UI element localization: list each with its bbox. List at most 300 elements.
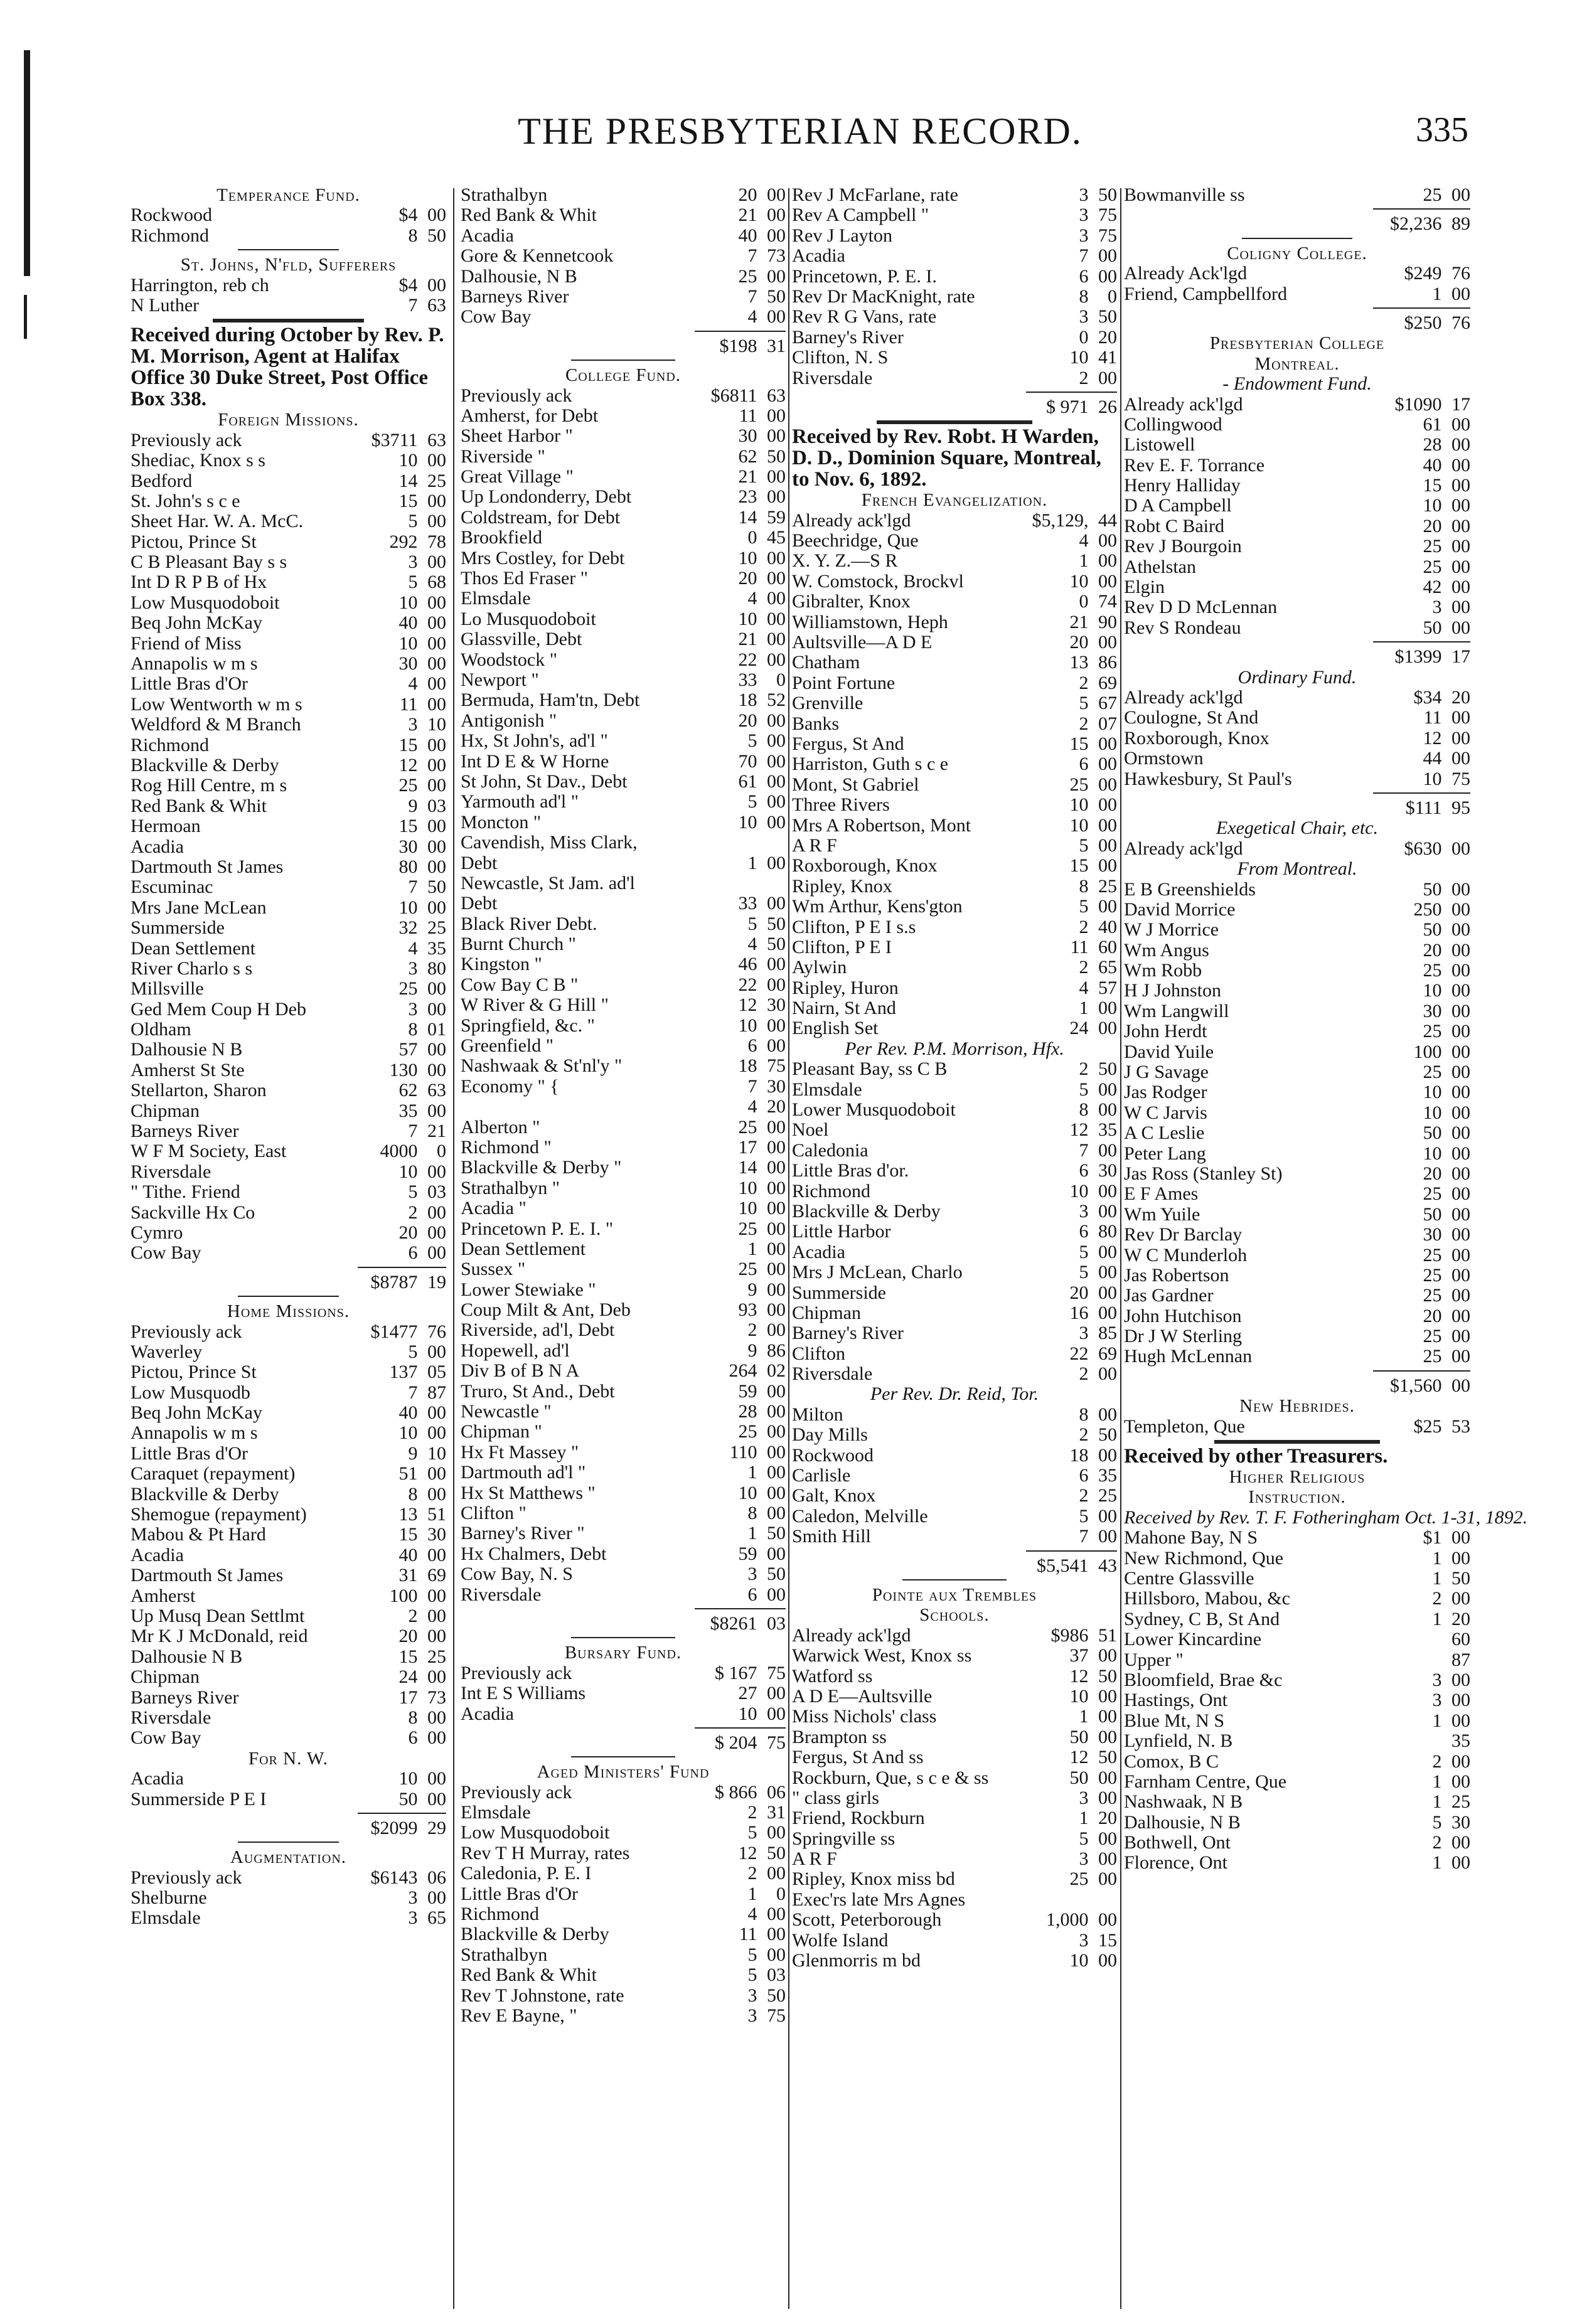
- entry-amount: [1412, 688, 1471, 708]
- amount-cents: 00: [1451, 1244, 1470, 1266]
- ledger-row: [461, 1924, 786, 1944]
- entry-amount: [397, 1423, 447, 1443]
- column-4: [1124, 184, 1528, 1874]
- ledger-row: [792, 1120, 1117, 1140]
- entry-amount: [1077, 368, 1118, 388]
- ledger-row: [461, 772, 786, 792]
- entry-amount: [1431, 1690, 1471, 1710]
- entry-amount: [746, 1585, 786, 1605]
- entry-amount: [737, 406, 786, 426]
- amount-cents: 00: [1098, 550, 1117, 572]
- amount-dollars: 61: [1423, 413, 1442, 435]
- ledger-row: [131, 205, 446, 225]
- amount-dollars: 4: [747, 1904, 757, 1925]
- amount-cents: 00: [767, 466, 786, 488]
- entry-name: Clifton, N. S: [792, 347, 889, 368]
- entry-amount: [1068, 1344, 1118, 1364]
- entry-name: Amherst, for Debt: [461, 405, 599, 426]
- amount-dollars: $6811: [710, 385, 757, 406]
- amount-cents: 00: [427, 673, 446, 695]
- ledger-row: [792, 1161, 1117, 1181]
- entry-name: Pictou, Prince St: [131, 1362, 257, 1383]
- ledger-row: [131, 1586, 446, 1606]
- amount-cents: 00: [767, 1015, 786, 1036]
- amount-dollars: 3: [1432, 1669, 1442, 1690]
- entry-name: Mont, St Gabriel: [792, 774, 919, 795]
- entry-amount: [1431, 1792, 1471, 1812]
- entry-amount: [737, 1422, 786, 1442]
- amount-dollars: 10: [1069, 1685, 1089, 1707]
- ledger-row: [792, 795, 1117, 815]
- amount-cents: 30: [767, 994, 786, 1016]
- entry-amount: [397, 450, 447, 471]
- entry-name: Rockwood: [792, 1444, 874, 1466]
- entry-amount: [1421, 961, 1471, 981]
- amount-cents: 65: [1098, 957, 1117, 978]
- entry-amount: [1421, 415, 1471, 435]
- entry-name: John Hutchison: [1124, 1305, 1242, 1326]
- entry-name: Glenmorris m bd: [792, 1950, 921, 1971]
- ledger-row: [792, 612, 1117, 632]
- entry-name: Point Fortune: [792, 672, 895, 693]
- entry-name: E B Greenshields: [1124, 878, 1256, 900]
- entry-amount: [397, 735, 447, 755]
- entry-name: Princetown P. E. I. ": [461, 1218, 614, 1239]
- ledger-row: [131, 634, 446, 654]
- ledger-row: [131, 1080, 446, 1101]
- ledger-row: [461, 792, 786, 812]
- amount-dollars: 20: [1423, 1305, 1442, 1326]
- entry-name: Black River Debt.: [461, 913, 597, 934]
- ledger-row: [131, 877, 446, 897]
- entry-amount: [397, 1565, 447, 1586]
- entry-amount: [737, 1016, 786, 1036]
- amount-cents: 00: [767, 225, 786, 246]
- ledger-row: [1124, 1306, 1470, 1326]
- amount-cents: 10: [427, 714, 446, 735]
- amount-cents: 00: [1098, 1241, 1117, 1262]
- amount-dollars: 40: [398, 1544, 418, 1565]
- section-heading: Schools.: [919, 1605, 990, 1626]
- amount-dollars: 3: [1079, 1323, 1089, 1344]
- entry-amount: [737, 205, 786, 225]
- ledger-row: [461, 1341, 786, 1361]
- ledger-row: [1124, 839, 1470, 859]
- amount-dollars: 3: [1079, 225, 1089, 246]
- entry-name: Sydney, C B, St And: [1124, 1608, 1280, 1629]
- amount-dollars: 14: [738, 506, 757, 528]
- ledger-row: [792, 1303, 1117, 1323]
- amount-dollars: 10: [1423, 1082, 1442, 1103]
- entry-amount: [1077, 957, 1118, 978]
- entry-amount: [737, 1544, 786, 1564]
- amount-dollars: 8: [1079, 1404, 1089, 1425]
- entry-amount: [737, 548, 786, 568]
- entry-name: Caledonia, P. E. I: [461, 1863, 592, 1884]
- amount-dollars: 42: [1423, 577, 1442, 598]
- ledger-row: [131, 1243, 446, 1263]
- entry-name: Comox, B C: [1124, 1751, 1219, 1772]
- entry-amount: [1445, 1731, 1470, 1751]
- amount-dollars: 11: [739, 405, 757, 426]
- amount-cents: 00: [767, 588, 786, 609]
- ledger-row: [792, 511, 1117, 531]
- amount-cents: 65: [427, 1907, 446, 1929]
- amount-dollars: 10: [1069, 347, 1089, 368]
- amount-cents: 60: [1451, 1629, 1470, 1650]
- ledger-row: [792, 287, 1117, 307]
- entry-name: Yarmouth ad'l ": [461, 791, 579, 813]
- amount-cents: 00: [767, 852, 786, 873]
- amount-cents: 00: [1451, 707, 1470, 728]
- entry-amount: [737, 813, 786, 833]
- ledger-row: [792, 1506, 1117, 1527]
- section-heading: Temperance Fund.: [217, 185, 360, 205]
- entry-name: Glassville, Debt: [461, 629, 582, 650]
- entry-amount: [1421, 1245, 1471, 1266]
- amount-cents: 50: [767, 934, 786, 955]
- section-rule: [792, 1576, 1117, 1585]
- entry-amount: [1445, 1629, 1470, 1650]
- entry-name: Noel: [792, 1119, 829, 1141]
- entry-name: Mahone Bay, N S: [1124, 1527, 1258, 1548]
- entry-name: Acadia: [131, 1768, 184, 1789]
- entry-amount: [1421, 536, 1471, 557]
- ledger-row: [792, 246, 1117, 266]
- amount-cents: 00: [427, 632, 446, 654]
- entry-name: Rev D D McLennan: [1124, 597, 1278, 618]
- amount-cents: 17: [1451, 646, 1470, 668]
- amount-cents: 40: [1098, 916, 1117, 937]
- amount-cents: 00: [427, 1341, 446, 1362]
- amount-cents: 00: [767, 1177, 786, 1198]
- amount-cents: 00: [1098, 1767, 1117, 1788]
- amount-cents: 00: [767, 1218, 786, 1239]
- amount-dollars: 10: [1423, 495, 1442, 516]
- ledger-row: [131, 918, 446, 938]
- entry-amount: [1068, 734, 1118, 754]
- entry-name: A C Leslie: [1124, 1122, 1205, 1144]
- ledger-row: [1124, 456, 1470, 476]
- amount-cents: 00: [767, 1116, 786, 1138]
- entry-amount: [1421, 1286, 1471, 1306]
- entry-amount: [407, 1708, 447, 1728]
- ledger-row: [131, 1101, 446, 1121]
- entry-name: Farnham Centre, Que: [1124, 1771, 1287, 1792]
- entry-name: Wm Angus: [1124, 939, 1209, 961]
- entry-name: Lynfield, N. B: [1124, 1730, 1233, 1752]
- ledger-row: [792, 1849, 1117, 1869]
- entry-name: Chipman: [792, 1302, 861, 1323]
- entry-name: Grenville: [792, 693, 863, 714]
- entry-amount: [1068, 632, 1118, 653]
- ledger-row: [461, 1564, 786, 1584]
- ledger-row: [131, 450, 446, 471]
- amount-cents: 00: [767, 710, 786, 731]
- amount-dollars: 4: [747, 306, 757, 328]
- entry-name: Low Wentworth w m s: [131, 693, 302, 715]
- amount-dollars: 1,000: [1046, 1909, 1089, 1931]
- section-heading: Bursary Fund.: [564, 1643, 682, 1663]
- entry-name: Clifton, P E I s.s: [792, 916, 916, 937]
- amount-cents: 63: [427, 429, 446, 450]
- amount-cents: 00: [1098, 245, 1117, 267]
- amount-cents: 00: [1451, 1547, 1470, 1569]
- entry-amount: [1077, 1527, 1118, 1547]
- ledger-row: [1124, 920, 1470, 940]
- entry-name: Bedford: [131, 470, 193, 491]
- entry-amount: [727, 1361, 786, 1381]
- amount-dollars: 1: [747, 1238, 757, 1259]
- amount-cents: 68: [427, 572, 446, 593]
- amount-dollars: 37: [1069, 1645, 1089, 1666]
- amount-cents: 00: [1098, 754, 1117, 775]
- ledger-row: [792, 368, 1117, 388]
- entry-amount: [397, 1505, 447, 1525]
- amount-cents: 85: [1098, 1323, 1117, 1344]
- amount-dollars: $25: [1413, 1415, 1442, 1437]
- amount-dollars: 5: [408, 511, 418, 532]
- amount-cents: 50: [427, 225, 446, 246]
- entry-amount: [746, 1463, 786, 1483]
- ledger-row: [792, 957, 1117, 978]
- entry-amount: [737, 670, 786, 690]
- section-heading: French Evangelization.: [861, 490, 1048, 511]
- amount-cents: 00: [1451, 980, 1470, 1001]
- entry-name: Cow Bay C B ": [461, 974, 579, 995]
- ledger-row: [1124, 1670, 1470, 1690]
- amount-cents: 43: [1098, 1555, 1117, 1576]
- amount-cents: 00: [427, 816, 446, 837]
- amount-dollars: 2: [1079, 1363, 1089, 1385]
- ledger-row: [131, 1423, 446, 1443]
- ledger-row: [1124, 1528, 1470, 1548]
- entry-amount: [1077, 1161, 1118, 1181]
- amount-cents: 00: [767, 547, 786, 568]
- amount-dollars: 25: [1069, 774, 1089, 795]
- amount-dollars: 20: [1069, 632, 1089, 653]
- ledger-row: [131, 1444, 446, 1464]
- amount-cents: 50: [1451, 1568, 1470, 1589]
- entry-name: Little Bras d'Or: [461, 1883, 579, 1904]
- ledger-row: [131, 1728, 446, 1748]
- entry-amount: [709, 386, 786, 406]
- amount-dollars: 10: [1069, 794, 1089, 816]
- amount-dollars: 1: [1432, 1568, 1442, 1589]
- entry-amount: [1077, 836, 1118, 856]
- entry-name: Ripley, Huron: [792, 977, 899, 998]
- entry-amount: [746, 914, 786, 934]
- entry-name: Mrs J McLean, Charlo: [792, 1262, 963, 1283]
- entry-name: Dalhousie, N B: [461, 265, 577, 287]
- ledger-row: [461, 650, 786, 670]
- amount-dollars: 1: [747, 1523, 757, 1544]
- entry-name: Dalhousie, N B: [1124, 1811, 1241, 1833]
- entry-name: Rev J Layton: [792, 225, 892, 246]
- amount-cents: 00: [1451, 1143, 1470, 1164]
- ledger-row: [792, 1808, 1117, 1828]
- entry-name: Bloomfield, Brae &c: [1124, 1669, 1283, 1690]
- entry-name: Low Musquodoboit: [461, 1822, 610, 1843]
- section-rule: [461, 356, 786, 365]
- ledger-row: [461, 1056, 786, 1076]
- amount-cents: 00: [427, 775, 446, 796]
- entry-name: Hx St Matthews ": [461, 1482, 596, 1503]
- entry-name: Acadia: [792, 1241, 845, 1262]
- ledger-row: [461, 447, 786, 467]
- ledger-row: [131, 979, 446, 999]
- amount-dollars: $3711: [371, 429, 418, 450]
- entry-name: Previously ack: [461, 1662, 572, 1683]
- amount-dollars: 9: [408, 795, 418, 816]
- amount-cents: 00: [1451, 1375, 1470, 1396]
- ledger-row: [1124, 1001, 1470, 1021]
- ledger-row: [461, 1402, 786, 1422]
- ledger-row: [461, 226, 786, 246]
- section-rule: [1124, 789, 1470, 798]
- entry-amount: [737, 1117, 786, 1138]
- ledger-row: [1124, 1346, 1470, 1367]
- amount-cents: 00: [1451, 1021, 1470, 1042]
- ledger-row: [1124, 435, 1470, 455]
- entry-amount: [397, 1040, 447, 1060]
- ledger-row: [792, 1323, 1117, 1343]
- amount-cents: 00: [767, 1136, 786, 1158]
- amount-cents: 50: [427, 877, 446, 898]
- entry-name: Hopewell, ad'l: [461, 1340, 570, 1361]
- entry-name: Scott, Peterborough: [792, 1909, 942, 1931]
- amount-dollars: 25: [1423, 1062, 1442, 1083]
- ledger-row: [1124, 769, 1470, 789]
- amount-dollars: 70: [738, 750, 757, 772]
- entry-amount: [1403, 264, 1471, 284]
- entry-amount: [1421, 728, 1471, 749]
- ledger-row: [131, 1505, 446, 1525]
- ledger-row: [461, 1803, 786, 1823]
- amount-cents: 35: [1451, 1730, 1470, 1752]
- scan-edge-mark: [24, 295, 27, 339]
- entry-amount: [1030, 511, 1118, 531]
- amount-cents: 00: [1451, 1852, 1470, 1874]
- amount-dollars: 4000: [380, 1141, 418, 1162]
- section-subheading: Per Rev. P.M. Morrison, Hfx.: [845, 1038, 1064, 1059]
- ledger-row: [461, 1219, 786, 1239]
- entry-amount: [1068, 1951, 1118, 1971]
- amount-dollars: 8: [408, 1019, 418, 1040]
- entry-name: Pleasant Bay, ss C B: [792, 1058, 948, 1080]
- amount-dollars: 4: [408, 673, 418, 695]
- entry-amount: [728, 1442, 786, 1463]
- entry-amount: [1068, 1747, 1118, 1767]
- amount-dollars: 5: [1079, 1505, 1089, 1527]
- amount-cents: 73: [767, 245, 786, 267]
- amount-cents: 03: [767, 1964, 786, 1986]
- amount-cents: 00: [767, 750, 786, 772]
- amount-cents: 35: [427, 937, 446, 959]
- section-rule: [1124, 205, 1470, 214]
- ledger-row: [1124, 688, 1470, 708]
- entry-amount: [760, 833, 786, 853]
- amount-cents: 00: [427, 1402, 446, 1424]
- entry-amount: [1068, 1869, 1118, 1889]
- amount-cents: 00: [1098, 1079, 1117, 1100]
- ledger-row: [1124, 284, 1470, 304]
- amount-dollars: 50: [1423, 878, 1442, 900]
- ledger-row: [1124, 1833, 1470, 1853]
- amount-cents: 00: [767, 893, 786, 914]
- entry-amount: [1068, 653, 1118, 673]
- entry-amount: [746, 1904, 786, 1924]
- entry-amount: [1077, 185, 1118, 205]
- amount-dollars: 12: [398, 754, 418, 776]
- entry-name: Woodstock ": [461, 649, 557, 670]
- entry-name: Bowmanville ss: [1124, 184, 1245, 205]
- entry-amount: [397, 1789, 447, 1810]
- entry-amount: [1077, 1425, 1118, 1445]
- entry-amount: [746, 731, 786, 751]
- section-rule: [461, 1634, 786, 1643]
- amount-cents: 50: [767, 285, 786, 307]
- amount-dollars: 3: [408, 1907, 418, 1929]
- entry-name: Strathalbyn: [461, 184, 548, 205]
- amount-cents: 00: [427, 653, 446, 674]
- entry-name: Caledonia: [792, 1139, 869, 1161]
- amount-dollars: 40: [398, 1402, 418, 1424]
- entry-name: Friend, Rockburn: [792, 1808, 925, 1829]
- amount-cents: 00: [427, 978, 446, 999]
- entry-name: Lower Musquodoboit: [792, 1099, 956, 1121]
- entry-amount: [737, 954, 786, 974]
- ledger-row: [461, 1442, 786, 1463]
- amount-dollars: 18: [738, 1055, 757, 1077]
- amount-dollars: 15: [398, 734, 418, 755]
- entry-name: Shelburne: [131, 1887, 207, 1909]
- entry-name: Coldstream, for Debt: [461, 506, 621, 528]
- amount-cents: 00: [1451, 434, 1470, 456]
- amount-dollars: 20: [738, 568, 757, 589]
- entry-name: Blackville & Derby ": [461, 1157, 622, 1178]
- entry-name: Gibralter, Knox: [792, 591, 911, 612]
- ledger-row: [461, 1704, 786, 1724]
- ledger-row: [792, 267, 1117, 287]
- entry-amount: [1421, 769, 1471, 789]
- entry-amount: [397, 857, 447, 877]
- entry-amount: [737, 772, 786, 792]
- entry-name: Dartmouth St James: [131, 856, 284, 877]
- amount-dollars: 10: [738, 1703, 757, 1724]
- section-subheading: Exegetical Chair, etc.: [1216, 818, 1379, 839]
- ledger-row: [792, 816, 1117, 836]
- amount-dollars: 2: [747, 1863, 757, 1884]
- amount-dollars: 57: [398, 1039, 418, 1060]
- amount-cents: 63: [427, 294, 446, 316]
- entry-amount: [737, 629, 786, 649]
- entry-name: Chipman: [131, 1666, 200, 1688]
- amount-dollars: 25: [398, 775, 418, 796]
- entry-name: N Luther: [131, 294, 200, 316]
- amount-cents: 80: [427, 957, 446, 979]
- entry-amount: [737, 267, 786, 287]
- amount-cents: 00: [1451, 1183, 1470, 1205]
- amount-cents: 00: [1451, 1346, 1470, 1367]
- entry-amount: [1069, 937, 1117, 957]
- entry-amount: [407, 959, 447, 979]
- amount-dollars: 10: [1423, 980, 1442, 1001]
- ledger-row: [461, 1158, 786, 1178]
- amount-cents: 75: [767, 1732, 786, 1753]
- amount-dollars: 3: [747, 1985, 757, 2006]
- section-subheading: Per Rev. Dr. Reid, Tor.: [870, 1383, 1039, 1405]
